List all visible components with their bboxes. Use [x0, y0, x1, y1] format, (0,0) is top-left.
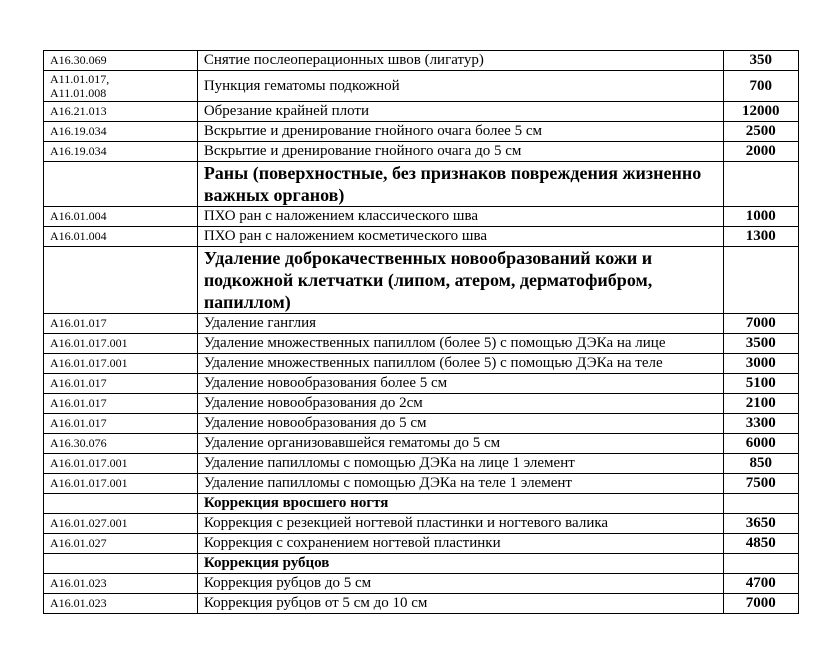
price-list-body: [44, 51, 799, 614]
service-name: Удаление новообразования до 5 см: [197, 414, 723, 434]
service-price: 2100: [723, 394, 798, 414]
section-title: Коррекция вросшего ногтя: [197, 494, 723, 514]
service-price: 850: [723, 454, 798, 474]
service-name: Удаление множественных папиллом (более 5) с помощью ДЭКа на лице: [197, 334, 723, 354]
service-code: A16.01.017: [44, 374, 198, 394]
service-price: 7000: [723, 594, 798, 614]
service-code: A16.01.004: [44, 207, 198, 227]
table-row: [44, 102, 799, 122]
service-price: 1000: [723, 207, 798, 227]
service-name: Удаление организовавшейся гематомы до 5 см: [197, 434, 723, 454]
section-header-row: [44, 554, 799, 574]
service-name: Удаление множественных папиллом (более 5) с помощью ДЭКа на теле: [197, 354, 723, 374]
service-name: Вскрытие и дренирование гнойного очага более 5 см: [197, 122, 723, 142]
section-header-row: [44, 247, 799, 314]
service-price: 7500: [723, 474, 798, 494]
service-code: A16.01.027.001: [44, 514, 198, 534]
service-price: 3000: [723, 354, 798, 374]
section-title: Коррекция рубцов: [197, 554, 723, 574]
table-row: [44, 314, 799, 334]
table-row: [44, 394, 799, 414]
service-name: Коррекция с сохранением ногтевой пластинки: [197, 534, 723, 554]
table-row: [44, 51, 799, 71]
table-row: [44, 207, 799, 227]
service-name: Пункция гематомы подкожной: [197, 71, 723, 102]
service-price: 1300: [723, 227, 798, 247]
price-cell: [723, 554, 798, 574]
table-row: [44, 574, 799, 594]
service-code: A16.19.034: [44, 142, 198, 162]
service-code: A16.01.017: [44, 414, 198, 434]
service-code: A16.01.023: [44, 594, 198, 614]
code-cell: [44, 162, 198, 207]
table-row: [44, 354, 799, 374]
service-name: Удаление папилломы с помощью ДЭКа на теле 1 элемент: [197, 474, 723, 494]
service-code: A16.01.017.001: [44, 474, 198, 494]
table-row: [44, 454, 799, 474]
service-name: Удаление новообразования более 5 см: [197, 374, 723, 394]
service-code: A16.30.069: [44, 51, 198, 71]
service-price: 2500: [723, 122, 798, 142]
table-row: [44, 534, 799, 554]
section-header-row: [44, 494, 799, 514]
service-price: 350: [723, 51, 798, 71]
service-name: Коррекция рубцов до 5 см: [197, 574, 723, 594]
service-name: Удаление новообразования до 2см: [197, 394, 723, 414]
service-code: A16.01.017.001: [44, 454, 198, 474]
service-code: A11.01.017,: [50, 72, 110, 86]
service-code: A16.01.023: [44, 574, 198, 594]
service-code: A16.01.017: [44, 314, 198, 334]
service-price: 3300: [723, 414, 798, 434]
table-row: [44, 334, 799, 354]
code-cell: [44, 247, 198, 314]
table-row: [44, 514, 799, 534]
service-name: Удаление папилломы с помощью ДЭКа на лице 1 элемент: [197, 454, 723, 474]
price-cell: [723, 494, 798, 514]
section-header-row: [44, 162, 799, 207]
table-row: [44, 227, 799, 247]
service-price: 4850: [723, 534, 798, 554]
table-row: [44, 594, 799, 614]
service-code: A16.01.004: [44, 227, 198, 247]
code-cell: [44, 71, 198, 102]
service-code: A16.30.076: [44, 434, 198, 454]
section-title: Раны (поверхностные, без признаков повреждения жизненно важных органов): [197, 162, 723, 207]
service-price: 5100: [723, 374, 798, 394]
table-row: [44, 122, 799, 142]
service-name: Вскрытие и дренирование гнойного очага до 5 см: [197, 142, 723, 162]
service-code: A11.01.008: [50, 86, 107, 100]
service-price: 12000: [723, 102, 798, 122]
price-cell: [723, 247, 798, 314]
service-name: Снятие послеоперационных швов (лигатур): [197, 51, 723, 71]
service-price: 2000: [723, 142, 798, 162]
service-name: Коррекция рубцов от 5 см до 10 см: [197, 594, 723, 614]
table-row: [44, 374, 799, 394]
service-price: 3650: [723, 514, 798, 534]
service-name: Коррекция с резекцией ногтевой пластинки и ногтевого валика: [197, 514, 723, 534]
service-code: A16.01.017: [44, 394, 198, 414]
price-list-table: [43, 50, 799, 614]
service-code: A16.01.017.001: [44, 354, 198, 374]
section-title: Удаление доброкачественных новообразований кожи и подкожной клетчатки (липом, атером, дерматофибром, папиллом): [197, 247, 723, 314]
service-price: 4700: [723, 574, 798, 594]
code-cell: [44, 554, 198, 574]
service-name: Удаление ганглия: [197, 314, 723, 334]
table-row: [44, 71, 799, 102]
service-code: A16.01.017.001: [44, 334, 198, 354]
table-row: [44, 414, 799, 434]
service-name: Обрезание крайней плоти: [197, 102, 723, 122]
service-price: 3500: [723, 334, 798, 354]
service-code: A16.01.027: [44, 534, 198, 554]
table-row: [44, 434, 799, 454]
table-row: [44, 142, 799, 162]
service-name: ПХО ран с наложением классического шва: [197, 207, 723, 227]
service-price: 700: [723, 71, 798, 102]
code-cell: [44, 494, 198, 514]
service-name: ПХО ран с наложением косметического шва: [197, 227, 723, 247]
service-price: 6000: [723, 434, 798, 454]
service-price: 7000: [723, 314, 798, 334]
service-code: A16.21.013: [44, 102, 198, 122]
table-row: [44, 474, 799, 494]
service-code: A16.19.034: [44, 122, 198, 142]
price-cell: [723, 162, 798, 207]
